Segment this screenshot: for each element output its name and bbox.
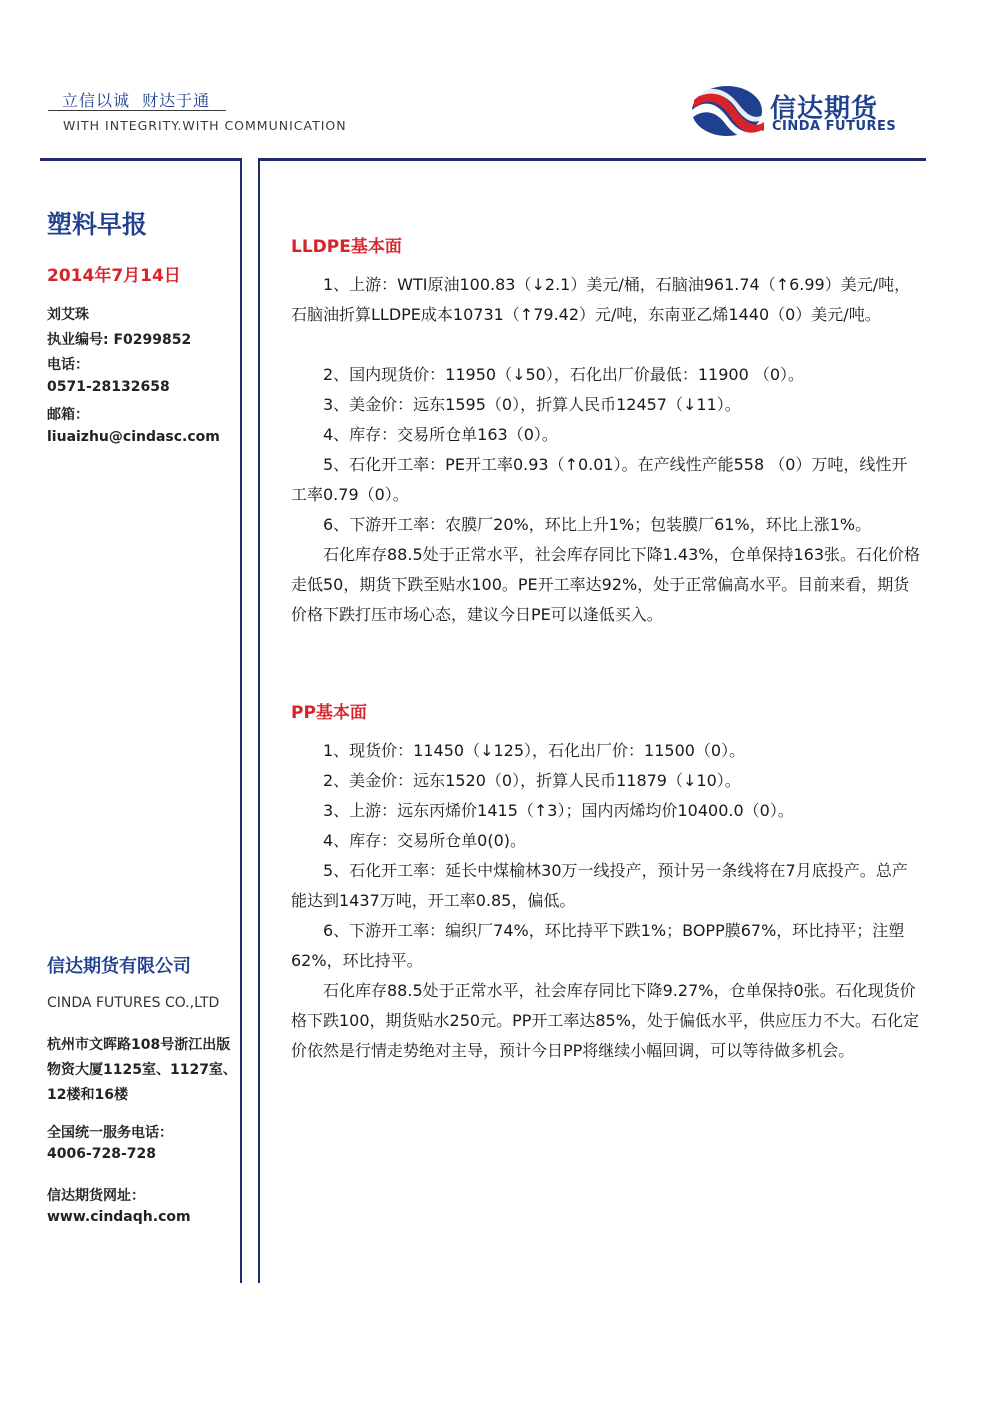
lldpe-summary: 石化库存88.5处于正常水平，社会库存同比下降1.43%，仓单保持163张。石化价格走低50，期货下跌至贴水100。PE开工率达92%，处于正常偏高水平。目前来看，期货价格下跌打压市场心态，建议今日PE可以逢低买入。 <box>291 545 920 624</box>
website-url: www.cindaqh.com <box>47 1209 191 1225</box>
slogan-underline <box>48 110 226 111</box>
sidebar-divider-left <box>240 158 242 1283</box>
address-line-2: 物资大厦1125室、1127室、 <box>47 1062 237 1078</box>
pp-item-usd-price: 2、美金价：远东1520（0），折算人民币11879（↓10）。 <box>323 771 741 790</box>
hotline-number: 4006-728-728 <box>47 1146 157 1162</box>
address-line-1: 杭州市文晖路108号浙江出版 <box>47 1037 231 1053</box>
pp-item-spot-price: 1、现货价：11450（↓125），石化出厂价：11500（0）。 <box>323 741 746 760</box>
company-name: 信达期货有限公司 <box>47 956 191 977</box>
report-date: 2014年7月14日 <box>47 266 181 286</box>
lldpe-section-title: LLDPE基本面 <box>291 237 402 257</box>
logo-cn: 信达期货 <box>770 94 879 124</box>
lldpe-item-spot-price: 2、国内现货价：11950（↓50），石化出厂价最低：11900 （0）。 <box>323 365 805 384</box>
slogan-en: WITH INTEGRITY.WITH COMMUNICATION <box>63 118 347 133</box>
email-label: 邮箱： <box>47 407 89 423</box>
sidebar-divider-right <box>258 158 260 1283</box>
website-label: 信达期货网址： <box>47 1188 145 1204</box>
pp-item-operating-rate: 5、石化开工率：延长中煤榆林30万一线投产，预计另一条线将在7月底投产。总产能达到1437万吨，开工率0.85，偏低。 <box>291 861 908 910</box>
lldpe-item-downstream: 6、下游开工率：农膜厂20%，环比上升1%；包装膜厂61%，环比上涨1%。 <box>323 515 872 534</box>
lldpe-item-operating-rate: 5、石化开工率：PE开工率0.93（↑0.01）。在产线性产能558 （0）万吨，线性开工率0.79（0）。 <box>291 455 908 504</box>
address-line-3: 12楼和16楼 <box>47 1087 128 1103</box>
author-name: 刘艾珠 <box>47 307 89 323</box>
lldpe-item-inventory: 4、库存：交易所仓单163（0）。 <box>323 425 558 444</box>
cinda-logo-icon <box>690 84 764 138</box>
top-rule-left <box>40 158 242 161</box>
lldpe-item-upstream: 1、上游：WTI原油100.83（↓2.1）美元/桶，石脑油961.74（↑6.99）美元/吨，石脑油折算LLDPE成本10731（↑79.42）元/吨，东南亚乙烯1440（0）美元/吨。 <box>291 275 911 324</box>
phone-number: 0571-28132658 <box>47 379 170 395</box>
pp-item-upstream: 3、上游：远东丙烯价1415（↑3）；国内丙烯均价10400.0（0）。 <box>323 801 794 820</box>
license-number: 执业编号: F0299852 <box>47 332 192 348</box>
pp-item-inventory: 4、库存：交易所仓单0(0)。 <box>323 831 527 850</box>
pp-summary: 石化库存88.5处于正常水平，社会库存同比下降9.27%，仓单保持0张。石化现货价格下跌100，期货贴水250元。PP开工率达85%，处于偏低水平，供应压力不大。石化定价依然是行情走势绝对主导，预计今日PP将继续小幅回调，可以等待做多机会。 <box>291 981 919 1060</box>
pp-section-title: PP基本面 <box>291 703 367 723</box>
lldpe-item-usd-price: 3、美金价：远东1595（0），折算人民币12457（↓11）。 <box>323 395 741 414</box>
pp-item-downstream: 6、下游开工率：编织厂74%，环比持平下跌1%；BOPP膜67%，环比持平；注塑62%，环比持平。 <box>291 921 905 970</box>
company-name-en: CINDA FUTURES CO.,LTD <box>47 995 220 1011</box>
hotline-label: 全国统一服务电话： <box>47 1125 173 1141</box>
report-title: 塑料早报 <box>47 210 148 239</box>
logo-en: CINDA FUTURES <box>772 119 897 134</box>
email-address: liuaizhu@cindasc.com <box>47 429 220 445</box>
top-rule-right <box>258 158 926 161</box>
phone-label: 电话： <box>47 357 89 373</box>
slogan-cn: 立信以诚 财达于通 <box>62 91 211 110</box>
